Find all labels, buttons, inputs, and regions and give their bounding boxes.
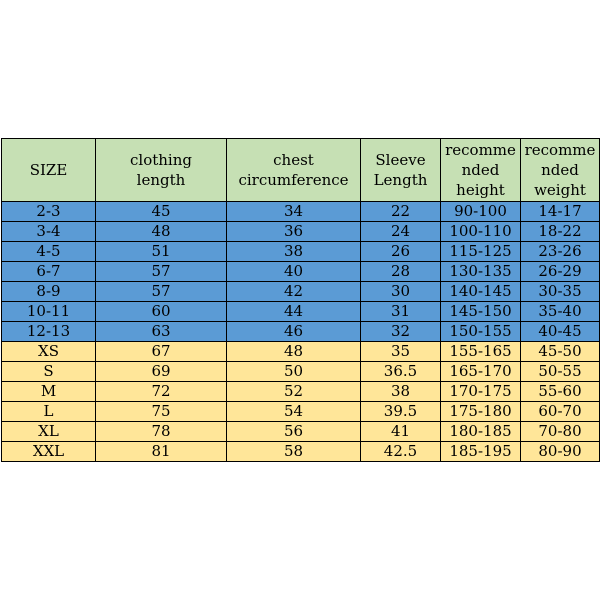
cell-sleeve-length: 42.5 — [361, 442, 441, 462]
cell-size: 3-4 — [2, 222, 96, 242]
cell-recommended-height: 100-110 — [441, 222, 521, 242]
cell-size: XXL — [2, 442, 96, 462]
header-line: nded — [541, 161, 579, 179]
cell-size: 6-7 — [2, 262, 96, 282]
header-sleeve-length — [361, 139, 441, 202]
cell-size: L — [2, 402, 96, 422]
cell-sleeve-length: 28 — [361, 262, 441, 282]
cell-clothing-length: 45 — [96, 202, 227, 222]
cell-clothing-length: 63 — [96, 322, 227, 342]
header-clothing-length — [96, 139, 227, 202]
cell-chest-circumference: 36 — [227, 222, 361, 242]
cell-clothing-length: 48 — [96, 222, 227, 242]
table-body — [2, 202, 600, 462]
cell-recommended-height: 115-125 — [441, 242, 521, 262]
cell-recommended-weight: 40-45 — [521, 322, 600, 342]
cell-recommended-height: 155-165 — [441, 342, 521, 362]
cell-recommended-height: 140-145 — [441, 282, 521, 302]
cell-size: 8-9 — [2, 282, 96, 302]
cell-chest-circumference: 56 — [227, 422, 361, 442]
cell-sleeve-length: 30 — [361, 282, 441, 302]
cell-recommended-height: 90-100 — [441, 202, 521, 222]
table-row — [2, 222, 600, 242]
cell-clothing-length: 69 — [96, 362, 227, 382]
size-table — [1, 138, 600, 462]
table-row — [2, 342, 600, 362]
cell-chest-circumference: 42 — [227, 282, 361, 302]
table-row — [2, 302, 600, 322]
cell-recommended-height: 145-150 — [441, 302, 521, 322]
cell-sleeve-length: 39.5 — [361, 402, 441, 422]
header-line: chest — [273, 151, 314, 169]
cell-recommended-weight: 50-55 — [521, 362, 600, 382]
cell-recommended-weight: 18-22 — [521, 222, 600, 242]
cell-clothing-length: 57 — [96, 282, 227, 302]
cell-chest-circumference: 46 — [227, 322, 361, 342]
cell-recommended-height: 185-195 — [441, 442, 521, 462]
cell-clothing-length: 81 — [96, 442, 227, 462]
cell-sleeve-length: 35 — [361, 342, 441, 362]
cell-recommended-weight: 55-60 — [521, 382, 600, 402]
header-line: clothing — [130, 151, 192, 169]
cell-chest-circumference: 34 — [227, 202, 361, 222]
cell-chest-circumference: 54 — [227, 402, 361, 422]
cell-recommended-height: 170-175 — [441, 382, 521, 402]
cell-chest-circumference: 58 — [227, 442, 361, 462]
cell-recommended-height: 175-180 — [441, 402, 521, 422]
cell-sleeve-length: 31 — [361, 302, 441, 322]
header-line: Length — [373, 171, 428, 189]
cell-clothing-length: 75 — [96, 402, 227, 422]
cell-sleeve-length: 36.5 — [361, 362, 441, 382]
header-chest-circumference — [227, 139, 361, 202]
cell-size: M — [2, 382, 96, 402]
cell-recommended-weight: 60-70 — [521, 402, 600, 422]
cell-sleeve-length: 38 — [361, 382, 441, 402]
cell-clothing-length: 72 — [96, 382, 227, 402]
cell-sleeve-length: 41 — [361, 422, 441, 442]
cell-chest-circumference: 40 — [227, 262, 361, 282]
cell-size: 2-3 — [2, 202, 96, 222]
cell-clothing-length: 60 — [96, 302, 227, 322]
cell-recommended-weight: 30-35 — [521, 282, 600, 302]
cell-clothing-length: 51 — [96, 242, 227, 262]
cell-recommended-height: 180-185 — [441, 422, 521, 442]
table-row — [2, 362, 600, 382]
header-size — [2, 139, 96, 202]
cell-chest-circumference: 52 — [227, 382, 361, 402]
cell-size: 4-5 — [2, 242, 96, 262]
table-row — [2, 322, 600, 342]
cell-chest-circumference: 50 — [227, 362, 361, 382]
cell-clothing-length: 78 — [96, 422, 227, 442]
cell-chest-circumference: 44 — [227, 302, 361, 322]
cell-sleeve-length: 26 — [361, 242, 441, 262]
cell-clothing-length: 57 — [96, 262, 227, 282]
header-line: nded — [461, 161, 500, 179]
table-row — [2, 202, 600, 222]
header-row — [2, 139, 600, 202]
cell-recommended-weight: 70-80 — [521, 422, 600, 442]
cell-sleeve-length: 22 — [361, 202, 441, 222]
cell-recommended-weight: 14-17 — [521, 202, 600, 222]
cell-recommended-weight: 80-90 — [521, 442, 600, 462]
cell-clothing-length: 67 — [96, 342, 227, 362]
table-row — [2, 422, 600, 442]
header-line: Sleeve — [375, 151, 426, 169]
header-line: length — [136, 171, 186, 189]
table-row — [2, 382, 600, 402]
cell-size: 10-11 — [2, 302, 96, 322]
header-line: SIZE — [29, 161, 68, 179]
table-row — [2, 402, 600, 422]
table-row — [2, 442, 600, 462]
header-line: weight — [534, 181, 586, 199]
cell-chest-circumference: 48 — [227, 342, 361, 362]
cell-chest-circumference: 38 — [227, 242, 361, 262]
cell-size: XS — [2, 342, 96, 362]
header-line: height — [456, 181, 505, 199]
cell-size: XL — [2, 422, 96, 442]
table-row — [2, 262, 600, 282]
header-recommended-weight — [521, 139, 600, 202]
table-row — [2, 282, 600, 302]
cell-size: 12-13 — [2, 322, 96, 342]
cell-recommended-weight: 23-26 — [521, 242, 600, 262]
cell-recommended-weight: 26-29 — [521, 262, 600, 282]
header-line: circumference — [238, 171, 349, 189]
cell-recommended-weight: 35-40 — [521, 302, 600, 322]
cell-sleeve-length: 24 — [361, 222, 441, 242]
size-chart — [0, 138, 600, 462]
cell-recommended-height: 165-170 — [441, 362, 521, 382]
cell-recommended-height: 130-135 — [441, 262, 521, 282]
header-recommended-height — [441, 139, 521, 202]
header-line: recomme — [524, 141, 596, 159]
table-row — [2, 242, 600, 262]
cell-sleeve-length: 32 — [361, 322, 441, 342]
cell-size: S — [2, 362, 96, 382]
header-line: recomme — [445, 141, 516, 159]
cell-recommended-height: 150-155 — [441, 322, 521, 342]
cell-recommended-weight: 45-50 — [521, 342, 600, 362]
